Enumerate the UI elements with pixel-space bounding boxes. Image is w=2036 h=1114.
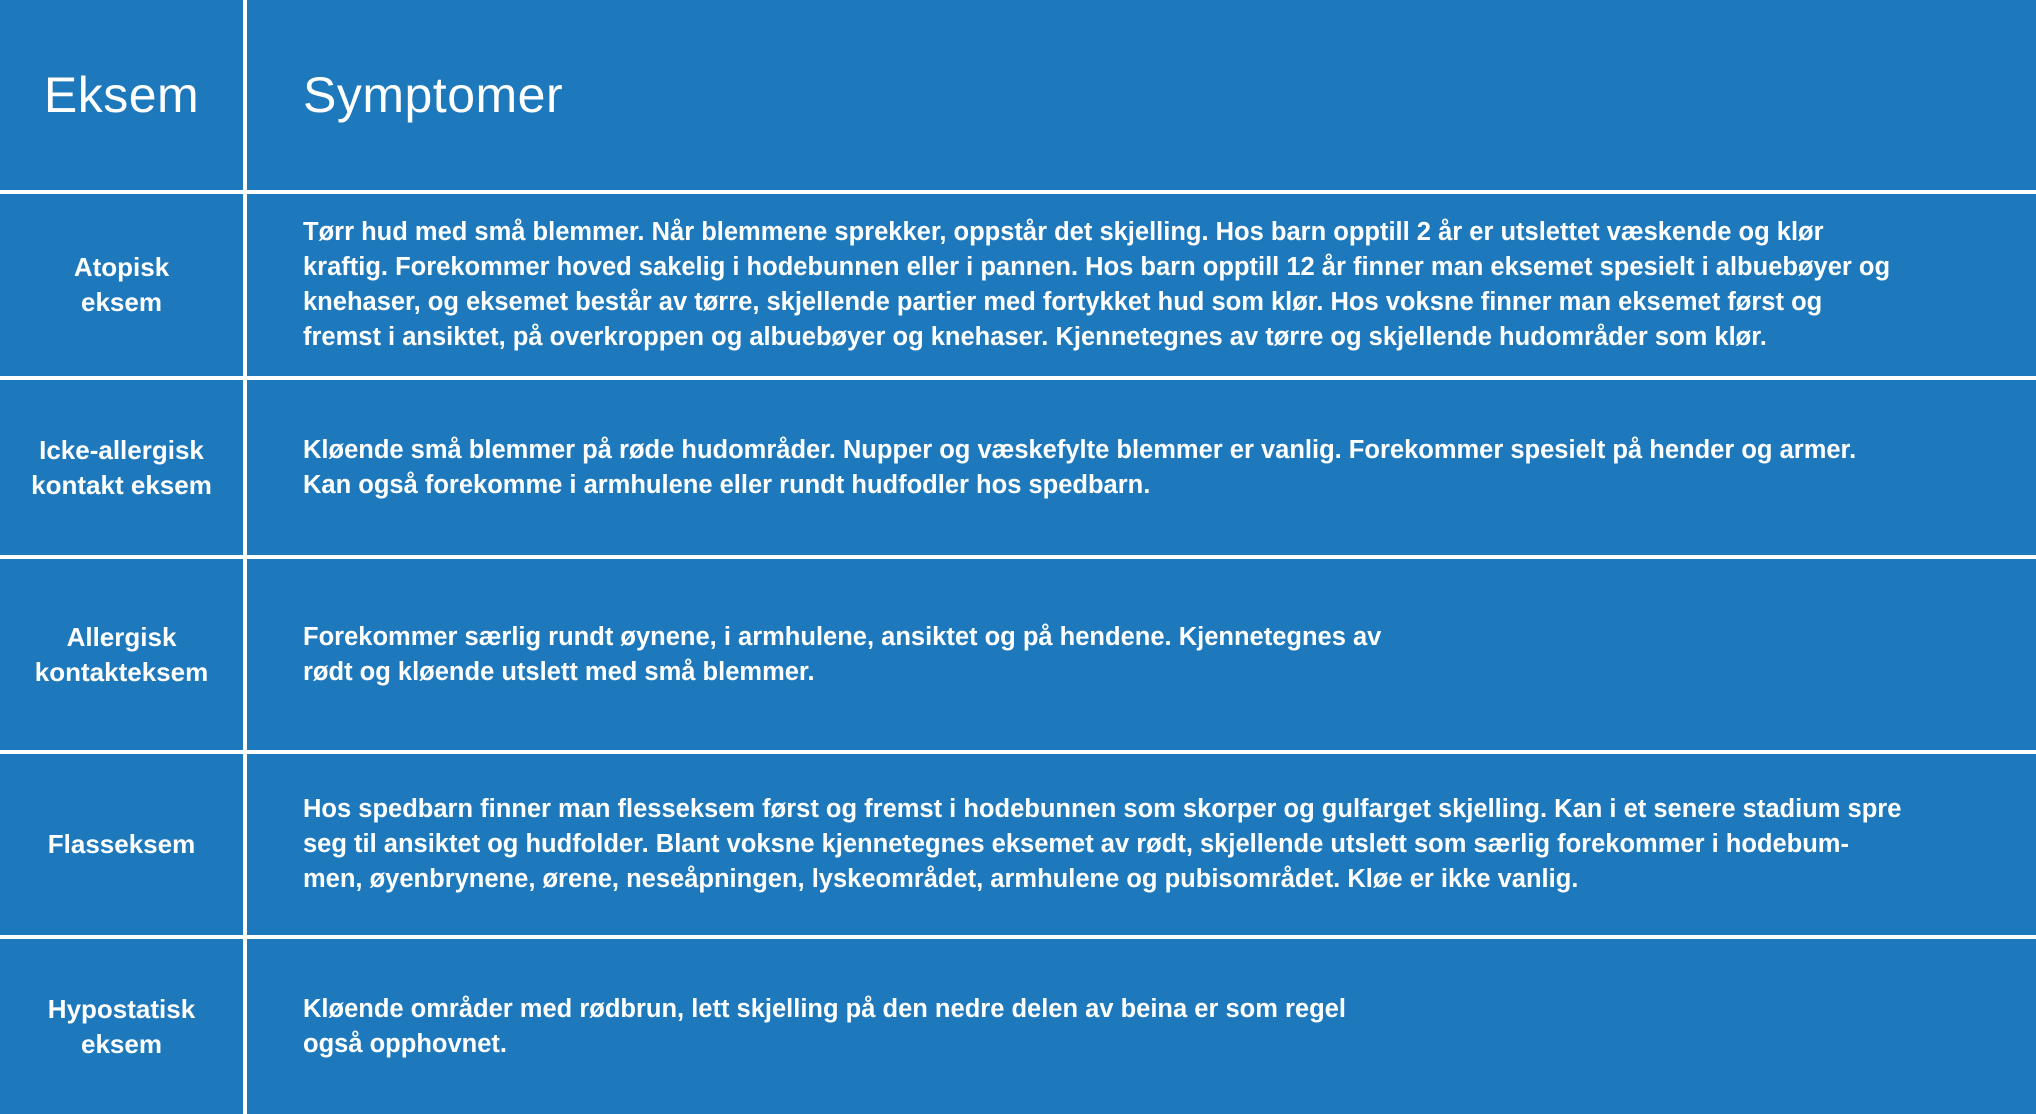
header-eksem: Eksem — [43, 67, 200, 123]
symptoms-text: Tørr hud med små blemmer. Når blemmene sprekker, oppstår det skjelling. Hos barn opptill 2 år er utslettet væskende og klør kraftig. Forekommer hoved sakelig i hodebunnen eller i pannen. Hos barn opptill 12 år finner man eksemet spesielt i albuebøyer og knehaser, og eksemet består av tørre, skjellende partier med fortykket hud som klør. Hos voksne finner man eksemet først og fremst i ansiktet, på overkroppen og albuebøyer og knehaser. Kjennetegnes av tørre og skjellende hudområder som klør. — [303, 218, 1891, 351]
row-divider — [0, 190, 2036, 194]
symptoms-text: Kløende områder med rødbrun, lett skjelling på den nedre delen av beina er som regel også opphovnet. — [303, 994, 1346, 1058]
symptoms-cell — [243, 380, 2036, 555]
row-divider — [0, 376, 2036, 380]
row-divider — [0, 935, 2036, 939]
eczema-type-label: Icke-allergisk kontakt eksem — [31, 434, 212, 500]
eczema-type-cell — [0, 754, 243, 935]
table-row — [0, 939, 2036, 1114]
symptoms-cell — [243, 939, 2036, 1114]
eczema-type-cell — [0, 380, 243, 555]
symptoms-text: Kløende små blemmer på røde hudområder. Nupper og væskefylte blemmer er vanlig. Forekommer spesielt på hender og armer. Kan også forekomme i armhulene eller rundt hudfodler hos spedbarn. — [303, 435, 1857, 499]
eczema-type-label: Atopisk eksem — [73, 252, 170, 317]
header-left-cell — [0, 0, 243, 190]
row-divider — [0, 555, 2036, 559]
eczema-type-label: Allergisk kontakteksem — [34, 621, 209, 687]
symptoms-text: Hos spedbarn finner man flesseksem først og fremst i hodebunnen som skorper og gulfarget skjelling. Kan i et senere stadium spre seg til ansiktet og hudfolder. Blant voksne kjennetegnes eksemet av rødt, skjellende utslett som særlig forekommer i hodebum- men, øyenbrynene, ørene, neseåpningen, lyskeområdet, armhulene og pubisområdet. Kløe er ikke vanlig. — [303, 795, 1902, 893]
header-symptomer: Symptomer — [303, 67, 564, 123]
eczema-type-cell — [0, 939, 243, 1114]
eczema-type-label: Flasseksem — [47, 829, 196, 859]
eczema-type-cell — [0, 559, 243, 750]
symptoms-cell — [243, 559, 2036, 750]
row-divider — [0, 750, 2036, 754]
table-row — [0, 754, 2036, 935]
eczema-type-label: Hypostatisk eksem — [47, 993, 196, 1059]
header-row — [0, 0, 2036, 190]
symptoms-cell — [243, 754, 2036, 935]
table-row — [0, 559, 2036, 750]
table-row — [0, 380, 2036, 555]
header-right-cell — [243, 0, 2036, 190]
symptoms-text: Forekommer særlig rundt øynene, i armhulene, ansiktet og på hendene. Kjennetegnes av rødt og kløende utslett med små blemmer. — [303, 622, 1382, 686]
eczema-type-cell — [0, 194, 243, 376]
table-row — [0, 194, 2036, 376]
symptoms-cell — [243, 194, 2036, 376]
